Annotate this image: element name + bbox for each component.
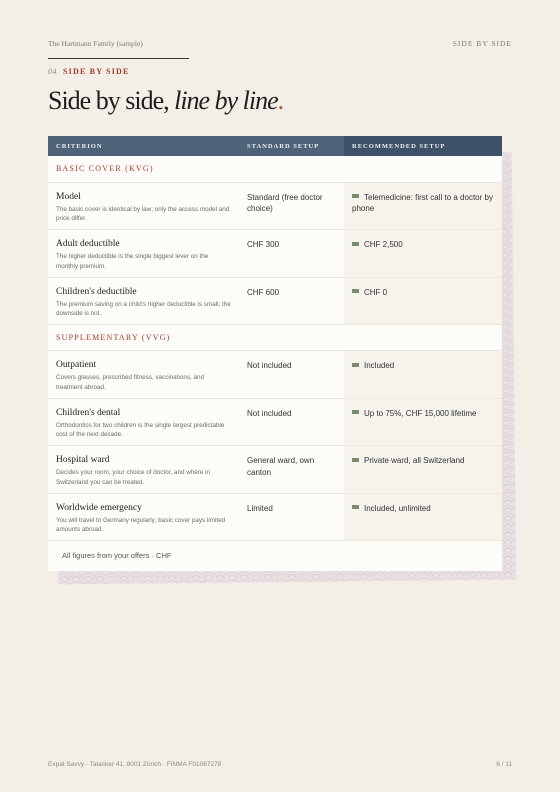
comparison-table bbox=[48, 136, 502, 571]
footer-company-info: Expat Savvy · Talacker 41, 8001 Zürich · FINMA F01067278 bbox=[48, 761, 222, 768]
recommended-value: Up to 75%, CHF 15,000 lifetime bbox=[364, 408, 477, 418]
standard-cell bbox=[239, 277, 344, 325]
table-footnote-row bbox=[48, 541, 502, 571]
table-row bbox=[48, 182, 502, 230]
marker-icon bbox=[352, 505, 359, 509]
column-header-criterion: CRITERION bbox=[48, 136, 239, 156]
recommended-cell bbox=[344, 398, 502, 446]
standard-value: Not included bbox=[247, 361, 292, 370]
standard-value: General ward, own canton bbox=[247, 456, 315, 477]
recommended-value: Private ward, all Switzerland bbox=[364, 456, 465, 465]
table-row bbox=[48, 277, 502, 325]
column-header-standard: STANDARD SETUP bbox=[239, 136, 344, 156]
table-row bbox=[48, 493, 502, 541]
criterion-description: You will travel to Germany regularly; basic cover pays limited amounts abroad. bbox=[56, 516, 226, 534]
table-row bbox=[48, 398, 502, 446]
title-part2: line by line bbox=[174, 86, 278, 115]
group-label: BASIC COVER (KVG) bbox=[48, 156, 502, 182]
table-row bbox=[48, 230, 502, 278]
marker-icon bbox=[352, 289, 359, 293]
standard-cell bbox=[239, 398, 344, 446]
criterion-cell bbox=[48, 182, 239, 230]
criterion-title: Outpatient bbox=[56, 360, 97, 370]
criterion-description: Decides your room, your choice of doctor, and where in Switzerland you can be treated. bbox=[56, 469, 211, 486]
criterion-description: Orthodontics for two children is the single largest predictable cost of the next decade. bbox=[56, 421, 225, 439]
recommended-value: Telemedicine: first call to a doctor by phone bbox=[352, 192, 493, 213]
criterion-cell bbox=[48, 230, 239, 278]
criterion-cell bbox=[48, 446, 239, 494]
criterion-description: The premium saving on a child's higher deductible is small; the downside is not. bbox=[56, 300, 231, 318]
recommended-cell bbox=[344, 182, 502, 230]
recommended-value: CHF 0 bbox=[364, 287, 388, 297]
standard-cell bbox=[239, 493, 344, 541]
recommended-value: CHF 2,500 bbox=[364, 240, 403, 249]
criterion-cell bbox=[48, 277, 239, 325]
marker-icon bbox=[352, 458, 359, 462]
group-row bbox=[48, 156, 502, 182]
criterion-cell bbox=[48, 398, 239, 446]
comparison-table-wrapper bbox=[48, 136, 502, 571]
marker-icon bbox=[352, 194, 359, 198]
marker-icon bbox=[352, 363, 359, 367]
section-name: SIDE BY SIDE bbox=[63, 67, 130, 76]
criterion-cell bbox=[48, 493, 239, 541]
criterion-description: The higher deductible is the single biggest lever on the monthly premium. bbox=[56, 253, 209, 270]
criterion-title: Model bbox=[56, 191, 81, 202]
recommended-cell bbox=[344, 277, 502, 325]
recommended-cell bbox=[344, 493, 502, 541]
standard-value: CHF 300 bbox=[247, 240, 280, 249]
table-header-row bbox=[48, 136, 502, 156]
criterion-title: Adult deductible bbox=[56, 239, 120, 249]
recommended-cell bbox=[344, 230, 502, 278]
marker-icon bbox=[352, 410, 359, 414]
criterion-title: Worldwide emergency bbox=[56, 502, 142, 513]
criterion-title: Hospital ward bbox=[56, 455, 110, 465]
standard-cell bbox=[239, 351, 344, 399]
standard-value: Standard (free doctor choice) bbox=[247, 192, 323, 213]
recommended-value: Included, unlimited bbox=[364, 503, 431, 513]
recommended-cell bbox=[344, 351, 502, 399]
standard-value: Not included bbox=[247, 408, 292, 418]
table-row bbox=[48, 351, 502, 399]
standard-cell bbox=[239, 182, 344, 230]
group-label: SUPPLEMENTARY (VVG) bbox=[48, 325, 502, 351]
title-part1: Side by side, bbox=[48, 86, 175, 115]
criterion-description: The basic cover is identical by law; only the access model and price differ. bbox=[56, 205, 230, 223]
table-footnote: All figures from your offers · CHF bbox=[62, 551, 172, 561]
standard-cell bbox=[239, 230, 344, 278]
criterion-cell bbox=[48, 351, 239, 399]
recommended-value: Included bbox=[364, 361, 395, 370]
running-section-title: SIDE BY SIDE bbox=[452, 39, 512, 48]
title-dot: . bbox=[277, 86, 284, 115]
page-number: 6 / 11 bbox=[496, 761, 512, 768]
standard-value: Limited bbox=[247, 503, 273, 513]
page-title bbox=[48, 86, 283, 116]
criterion-description: Covers glasses, prescribed fitness, vaccinations, and treatment abroad. bbox=[56, 374, 205, 391]
standard-value: CHF 600 bbox=[247, 287, 280, 297]
table-row bbox=[48, 446, 502, 494]
section-label bbox=[48, 67, 130, 76]
document-family-name: The Hartmann Family (sample) bbox=[48, 39, 143, 48]
criterion-title: Children's deductible bbox=[56, 286, 137, 297]
section-number: 04 bbox=[48, 67, 57, 76]
criterion-title: Children's dental bbox=[56, 407, 121, 418]
standard-cell bbox=[239, 446, 344, 494]
marker-icon bbox=[352, 242, 359, 246]
recommended-cell bbox=[344, 446, 502, 494]
header-rule bbox=[48, 58, 189, 59]
column-header-recommended: RECOMMENDED SETUP bbox=[344, 136, 502, 156]
group-row bbox=[48, 325, 502, 351]
